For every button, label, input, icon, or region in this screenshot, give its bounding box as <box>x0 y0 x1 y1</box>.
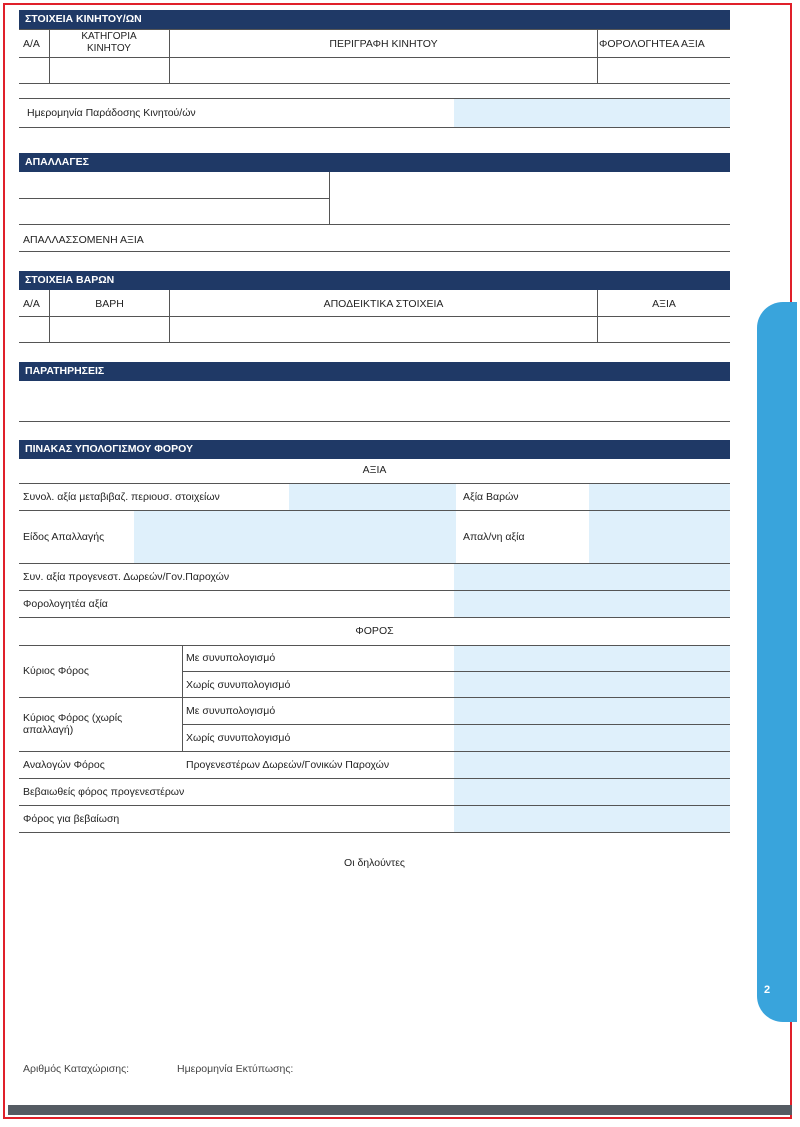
proportional-tax-label: Αναλογών Φόρος <box>23 759 105 771</box>
declarants-label: Οι δηλούντες <box>344 857 405 869</box>
exempt-value-calc-label: Απαλ/νη αξία <box>463 531 525 543</box>
registration-number-label: Αριθμός Καταχώρισης: <box>23 1063 130 1075</box>
section-header-exemptions: ΑΠΑΛΛΑΓΕΣ <box>19 153 730 172</box>
burdens-col-evidence: ΑΠΟΔΕΙΚΤΙΚΑ ΣΤΟΙΧΕΙΑ <box>323 298 444 310</box>
taxable-value-field[interactable] <box>454 591 730 617</box>
prior-gifts-value-field[interactable] <box>454 564 730 590</box>
delivery-date-label: Ημερομηνία Παράδοσης Κινητού/ών <box>27 107 196 119</box>
main-tax-noex-without-label: Χωρίς συνυπολογισμό <box>186 732 291 744</box>
burdens-col-aa: Α/Α <box>23 298 40 310</box>
col-taxable-value: ΦΟΡΟΛΟΓΗΤΕΑ ΑΞΙΑ <box>599 38 705 50</box>
exemption-type-label: Είδος Απαλλαγής <box>23 531 105 543</box>
side-tab <box>757 302 797 1022</box>
exempt-value-label: ΑΠΑΛΛΑΣΣΟΜΕΝΗ ΑΞΙΑ <box>23 234 144 246</box>
main-tax-noex-with-field[interactable] <box>454 698 730 724</box>
burdens-col-value: ΑΞΙΑ <box>652 298 676 310</box>
main-tax-without-label: Χωρίς συνυπολογισμό <box>186 679 291 691</box>
main-tax-with-field[interactable] <box>454 646 730 671</box>
proportional-tax-field[interactable] <box>454 752 730 778</box>
main-tax-label: Κύριος Φόρος <box>23 665 89 677</box>
col-aa: Α/Α <box>23 38 40 50</box>
main-tax-noex-with-label: Με συνυπολογισμό <box>186 705 276 717</box>
section-header-movables: ΣΤΟΙΧΕΙΑ ΚΙΝΗΤΟΥ/ΩΝ <box>19 10 730 29</box>
prior-gifts-value-label: Συν. αξία προγενεστ. Δωρεών/Γον.Παροχών <box>23 571 230 583</box>
value-subheader: ΑΞΙΑ <box>362 464 387 476</box>
assessed-prior-field[interactable] <box>454 779 730 805</box>
exemption-type-field[interactable] <box>134 511 456 563</box>
delivery-date-field[interactable] <box>454 99 730 127</box>
taxable-value-label: Φορολογητέα αξία <box>23 598 108 610</box>
col-description: ΠΕΡΙΓΡΑΦΗ ΚΙΝΗΤΟΥ <box>329 38 438 50</box>
assessed-prior-label: Βεβαιωθείς φόρος προγενεστέρων <box>23 786 185 798</box>
tax-to-assess-label: Φόρος για βεβαίωση <box>23 813 120 825</box>
main-tax-no-exempt-label: Κύριος Φόρος (χωρίς απαλλαγή) <box>23 712 123 737</box>
tax-to-assess-field[interactable] <box>454 806 730 832</box>
bottom-bar <box>8 1105 792 1115</box>
total-value-label: Συνολ. αξία μεταβιβαζ. περιουσ. στοιχείων <box>23 491 220 503</box>
total-value-field[interactable] <box>289 484 456 510</box>
section-header-burdens: ΣΤΟΙΧΕΙΑ ΒΑΡΩΝ <box>19 271 730 290</box>
burden-value-field[interactable] <box>589 484 730 510</box>
exempt-value-field[interactable] <box>589 511 730 563</box>
prior-gifts-label: Προγενεστέρων Δωρεών/Γονικών Παροχών <box>186 759 390 771</box>
main-tax-noex-without-field[interactable] <box>454 725 730 751</box>
section-header-tax-calc: ΠΙΝΑΚΑΣ ΥΠΟΛΟΓΙΣΜΟΥ ΦΟΡΟΥ <box>19 440 730 459</box>
print-date-label: Ημερομηνία Εκτύπωσης: <box>177 1063 294 1075</box>
page-number: 2 <box>764 984 771 996</box>
main-tax-without-field[interactable] <box>454 672 730 697</box>
burdens-col-burdens: ΒΑΡΗ <box>95 298 124 310</box>
burden-value-label: Αξία Βαρών <box>463 491 519 503</box>
section-header-remarks: ΠΑΡΑΤΗΡΗΣΕΙΣ <box>19 362 730 381</box>
col-category: ΚΑΤΗΓΟΡΙΑ ΚΙΝΗΤΟΥ <box>81 31 137 54</box>
tax-subheader: ΦΟΡΟΣ <box>355 625 394 637</box>
main-tax-with-label: Με συνυπολογισμό <box>186 652 276 664</box>
